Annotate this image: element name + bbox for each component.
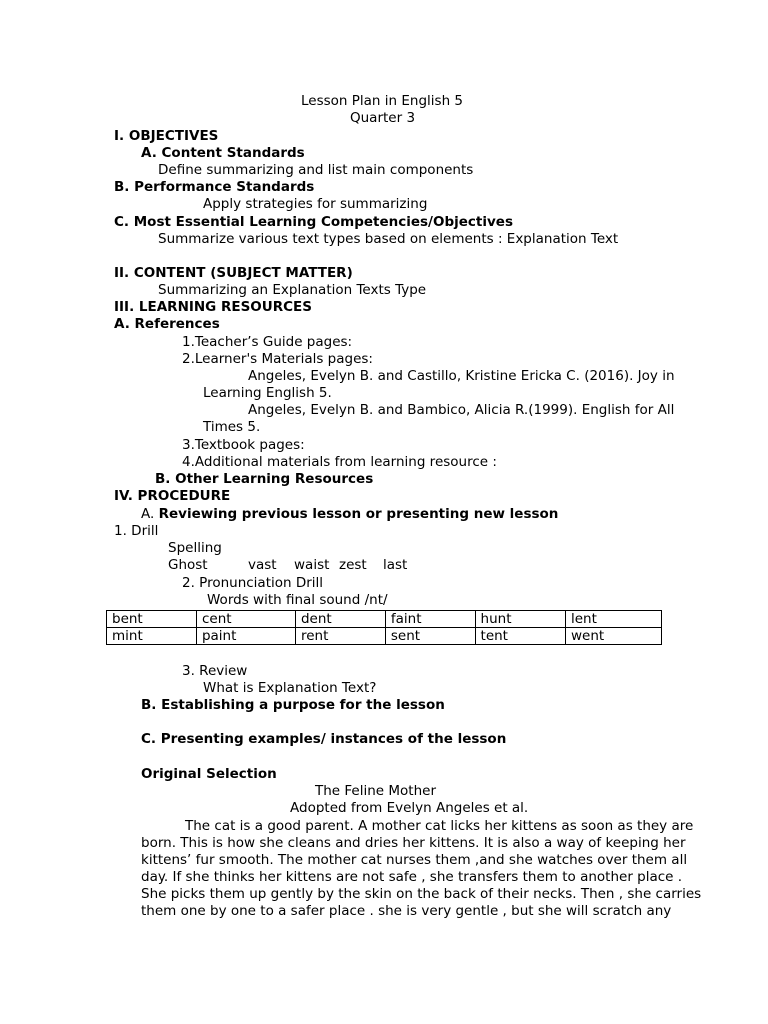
- additional-materials-line: 4.Additional materials from learning resource :: [182, 454, 497, 470]
- selection-line: She picks them up gently by the skin on the back of their necks. Then , she carries: [141, 886, 702, 902]
- drill-label: 1. Drill: [114, 523, 159, 539]
- performance-standards-heading: B. Performance Standards: [114, 179, 315, 195]
- table-cell: bent: [107, 611, 197, 628]
- reference-2-line-2: Times 5.: [203, 419, 261, 435]
- spelling-word: zest: [339, 557, 367, 573]
- table-cell: lent: [566, 611, 662, 628]
- review-label: 3. Review: [182, 663, 248, 679]
- spelling-label: Spelling: [168, 540, 222, 556]
- selection-line: day. If she thinks her kittens are not safe , she transfers them to another place .: [141, 869, 683, 885]
- content-standards-heading: A. Content Standards: [141, 145, 305, 161]
- spelling-word: Ghost: [168, 557, 208, 573]
- table-cell: dent: [295, 611, 385, 628]
- teachers-guide-line: 1.Teacher’s Guide pages:: [182, 334, 353, 350]
- reference-1-line-1: Angeles, Evelyn B. and Castillo, Kristine Ericka C. (2016). Joy in: [248, 368, 675, 384]
- performance-standards-text: Apply strategies for summarizing: [203, 196, 428, 212]
- competencies-text: Summarize various text types based on elements : Explanation Text: [158, 231, 619, 247]
- reference-2-line-1: Angeles, Evelyn B. and Bambico, Alicia R.(1999). English for All: [248, 402, 675, 418]
- learners-materials-line: 2.Learner's Materials pages:: [182, 351, 373, 367]
- spelling-word: waist: [294, 557, 330, 573]
- textbook-line: 3.Textbook pages:: [182, 437, 305, 453]
- selection-line: The cat is a good parent. A mother cat licks her kittens as soon as they are: [185, 818, 694, 834]
- selection-source: Adopted from Evelyn Angeles et al.: [290, 800, 529, 816]
- learning-resources-heading: III. LEARNING RESOURCES: [114, 299, 312, 315]
- procedure-b-heading: B. Establishing a purpose for the lesson: [141, 697, 445, 713]
- selection-line: kittens’ fur smooth. The mother cat nurses them ,and she watches over them all: [141, 852, 688, 868]
- procedure-c-heading: C. Presenting examples/ instances of the lesson: [141, 731, 507, 747]
- other-resources-heading: B. Other Learning Resources: [155, 471, 374, 487]
- table-row: [107, 628, 662, 645]
- content-text: Summarizing an Explanation Texts Type: [158, 282, 427, 298]
- procedure-heading: IV. PROCEDURE: [114, 488, 231, 504]
- spelling-word: last: [383, 557, 408, 573]
- table-cell: tent: [475, 628, 565, 645]
- table-cell: paint: [196, 628, 295, 645]
- table-row: [107, 611, 662, 628]
- selection-line: born. This is how she cleans and dries her kittens. It is also a way of keeping her: [141, 835, 686, 851]
- original-selection-heading: Original Selection: [141, 766, 277, 782]
- table-cell: cent: [196, 611, 295, 628]
- competencies-heading: C. Most Essential Learning Competencies/Objectives: [114, 214, 513, 230]
- selection-line: them one by one to a safer place . she is very gentle , but she will scratch any: [141, 903, 672, 919]
- table-cell: mint: [107, 628, 197, 645]
- table-cell: faint: [385, 611, 475, 628]
- references-heading: A. References: [114, 316, 220, 332]
- nt-words-table: [106, 610, 662, 645]
- table-cell: rent: [295, 628, 385, 645]
- review-question: What is Explanation Text?: [203, 680, 377, 696]
- selection-title: The Feline Mother: [315, 783, 436, 799]
- pronunciation-drill-label: 2. Pronunciation Drill: [182, 575, 324, 591]
- spelling-word: vast: [248, 557, 277, 573]
- procedure-a-prefix: A.: [141, 506, 159, 522]
- quarter-label: Quarter 3: [350, 110, 416, 126]
- final-sound-label: Words with final sound /nt/: [207, 592, 388, 608]
- table-cell: sent: [385, 628, 475, 645]
- reference-1-line-2: Learning English 5.: [203, 385, 332, 401]
- procedure-a-heading: [141, 506, 558, 523]
- procedure-a-title: Reviewing previous lesson or presenting new lesson: [158, 506, 559, 522]
- objectives-heading: I. OBJECTIVES: [114, 128, 219, 144]
- table-cell: went: [566, 628, 662, 645]
- document-title: Lesson Plan in English 5: [301, 93, 463, 109]
- content-standards-text: Define summarizing and list main components: [158, 162, 474, 178]
- content-heading: II. CONTENT (SUBJECT MATTER): [114, 265, 353, 281]
- table-cell: hunt: [475, 611, 565, 628]
